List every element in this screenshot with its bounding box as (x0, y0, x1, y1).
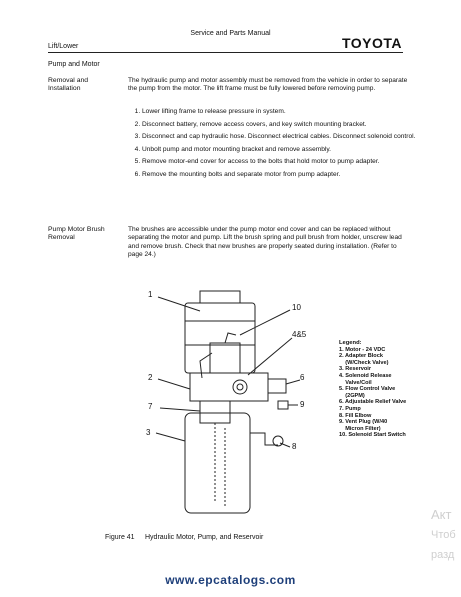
side-fitting (268, 379, 286, 393)
brand-logo: TOYOTA (341, 35, 402, 51)
manual-title: Service and Parts Manual (190, 30, 271, 37)
watermark-line: разд (431, 549, 455, 561)
legend-item: 3. Reservoir (339, 366, 372, 373)
motor-end-cap (200, 291, 240, 303)
solenoid-valve (210, 343, 240, 373)
section-left-label: Lift/Lower (48, 43, 79, 50)
relief-valve (233, 380, 247, 394)
callout-label: 9 (300, 400, 305, 409)
callout-label: 2 (148, 373, 153, 382)
callout-label: 1 (148, 290, 153, 299)
figure-caption: Hydraulic Motor, Pump, and Reservoir (145, 534, 264, 541)
header-rule (48, 52, 403, 53)
removal-label: Removal and Installation (48, 77, 89, 93)
diagram-legend (339, 340, 429, 439)
legend-item: 8. Fill Elbow (339, 412, 372, 419)
step-item: 1. Lower lifting frame to release pressure in system. (142, 108, 427, 116)
callout-label: 6 (300, 373, 305, 382)
legend-item: 7. Pump (339, 405, 361, 412)
step-item: 3. Disconnect and cap hydraulic hose. Disconnect electrical cables. Disconnect solenoid control. (142, 133, 427, 141)
watermark-line: Чтоб (431, 529, 456, 541)
reservoir (185, 413, 250, 513)
callout-label: 8 (292, 442, 297, 451)
legend-item: 6. Adjustable Relief Valve (339, 399, 407, 406)
removal-intro: The hydraulic pump and motor assembly must be removed from the vehicle in order to separate the pump from the motor. The lift frame must be fully lowered before removing pump. (128, 77, 408, 93)
legend-item: 9. Vent Plug (W/40 Micron Filter) (339, 419, 388, 432)
step-item: 5. Remove motor-end cover for access to the bolts that hold motor to pump adapter. (142, 158, 427, 166)
vent-plug (278, 401, 288, 409)
callout-label: 7 (148, 402, 153, 411)
legend-item: 5. Flow Control Valve (2GPM) (339, 386, 396, 399)
motor-housing (185, 303, 255, 373)
legend-item: 2. Adapter Block (W/Check Valve) (339, 353, 389, 366)
legend-item: 4. Solenoid Release Valve/Coil (339, 372, 392, 386)
footer-site-link[interactable]: www.epcatalogs.com (165, 573, 296, 587)
pump-motor-diagram (140, 283, 340, 523)
callout-label: 3 (146, 428, 151, 437)
brush-label: Pump Motor Brush Removal (48, 226, 105, 242)
step-item: 4. Unbolt pump and motor mounting bracket and remove assembly. (142, 146, 427, 154)
removal-steps (128, 108, 427, 184)
watermark (431, 505, 461, 565)
legend-item: 10. Solenoid Start Switch (339, 432, 406, 439)
brush-text: The brushes are accessible under the pump motor end cover and can be replaced without separating the motor and pump. Lift the brush spring and pull brush from holder, unscrew lead and remove brush. Check that new brushes are properly seated during installation. (Refer to page 24.) (128, 226, 402, 259)
legend-item: 1. Motor - 24 VDC (339, 346, 386, 353)
figure-number: Figure 41 (105, 534, 135, 541)
callout-label: 4&5 (292, 330, 307, 339)
step-item: 6. Remove the mounting bolts and separate motor from pump adapter. (142, 171, 427, 179)
legend-title: Legend: (339, 340, 362, 346)
callout-label: 10 (292, 303, 301, 312)
watermark-line: Акт (431, 507, 452, 522)
section-title: Pump and Motor (48, 61, 100, 68)
pump-body (200, 401, 230, 423)
step-item: 2. Disconnect battery, remove access covers, and key switch mounting bracket. (142, 121, 427, 129)
